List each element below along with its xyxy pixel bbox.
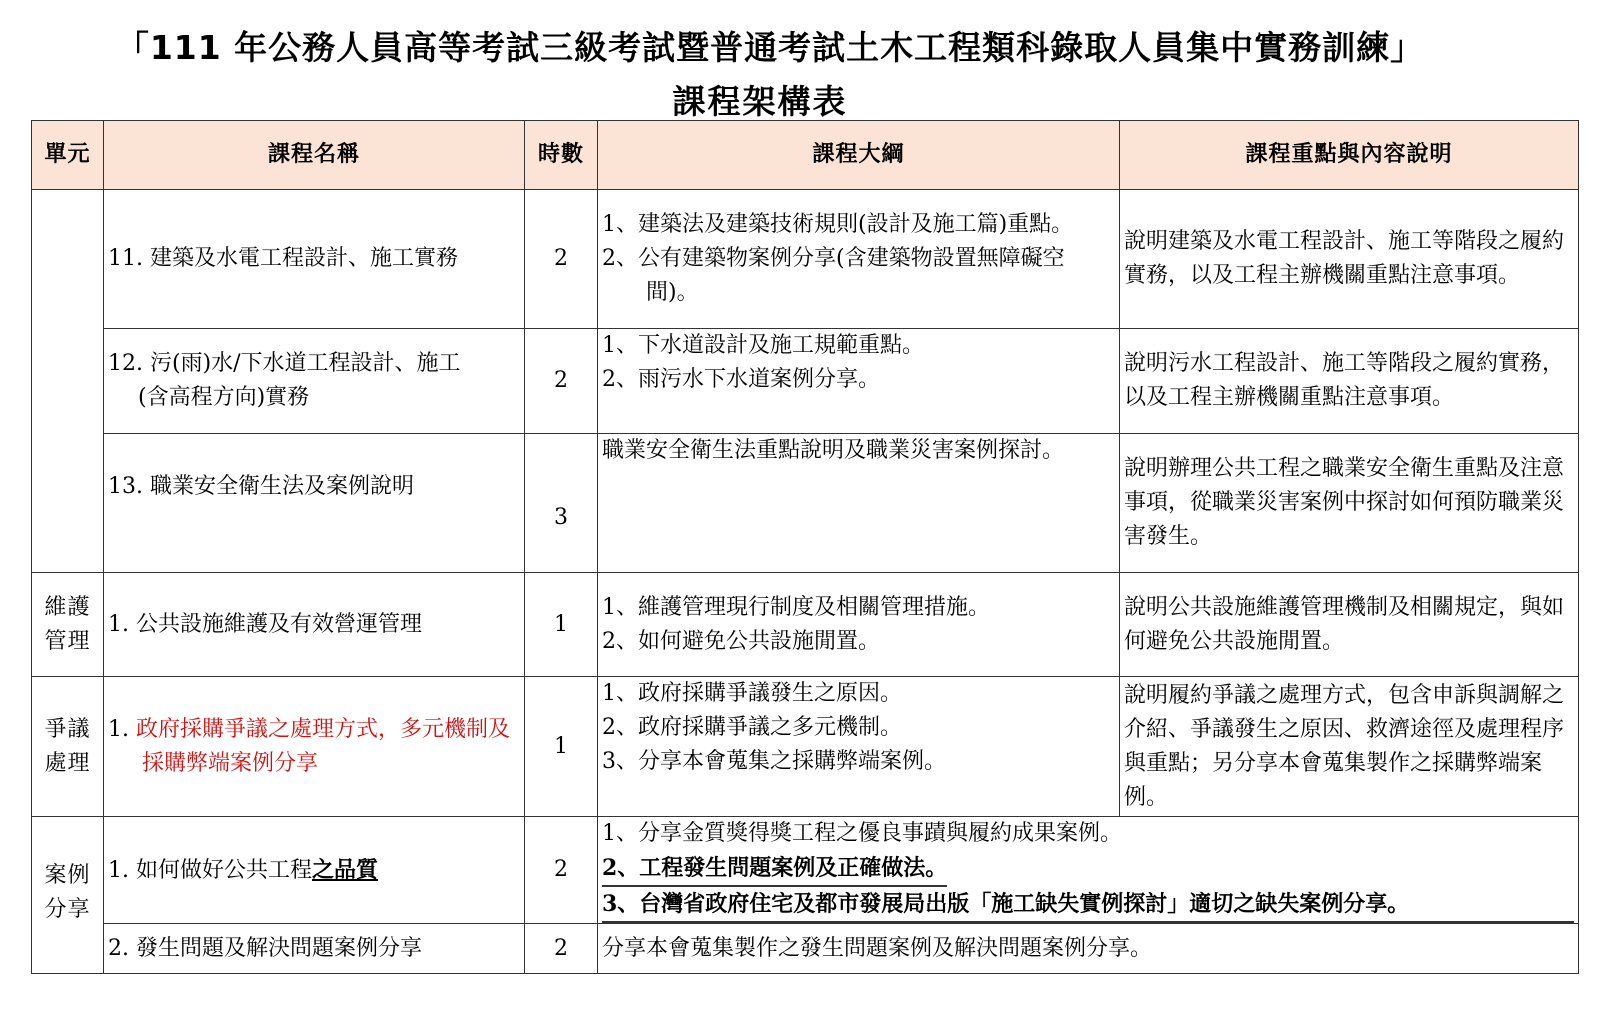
header-unit: 單元 <box>32 121 104 190</box>
course-name-line: (含高程方向)實務 <box>138 385 310 410</box>
course-name: 11. 建築及水電工程設計、施工實務 <box>104 190 525 329</box>
course-hours: 2 <box>525 190 598 329</box>
table-row <box>32 573 1579 677</box>
course-name-number: 1. <box>108 716 129 742</box>
course-outline: 分享本會蒐集製作之發生問題案例及解決問題案例分享。 <box>598 924 1579 974</box>
outline-item: 2、政府採購爭議之多元機制。 <box>602 715 902 740</box>
course-name: 1. 公共設施維護及有效營運管理 <box>104 573 525 677</box>
course-outline <box>598 329 1120 434</box>
course-desc: 說明辦理公共工程之職業安全衛生重點及注意事項，從職業災害案例中探討如何預防職業災害發生。 <box>1120 434 1579 573</box>
table-row <box>32 924 1579 974</box>
course-outline <box>598 677 1120 817</box>
document-title: 「111 年公務人員高等考試三級考試暨普通考試土木工程類科錄取人員集中實務訓練」 <box>115 28 1425 67</box>
header-desc: 課程重點與內容說明 <box>1120 121 1579 190</box>
table-row <box>32 434 1579 573</box>
course-name-line: 12. 污(雨)水/下水道工程設計、施工 <box>108 351 461 376</box>
course-hours: 3 <box>525 434 598 573</box>
course-name <box>104 329 525 434</box>
table-row <box>32 817 1579 924</box>
course-outline <box>598 817 1579 924</box>
unit-cell: 爭議處理 <box>32 677 104 817</box>
unit-cell: 案例分享 <box>32 817 104 974</box>
table-row <box>32 677 1579 817</box>
unit-cell-blank <box>32 190 104 573</box>
outline-item: 2、如何避免公共設施閒置。 <box>602 628 880 654</box>
course-table <box>31 120 1579 974</box>
outline-item: 2、雨污水下水道案例分享。 <box>602 367 880 392</box>
header-name: 課程名稱 <box>104 121 525 190</box>
course-hours: 2 <box>525 329 598 434</box>
outline-item: 1、維護管理現行制度及相關管理措施。 <box>602 594 990 620</box>
outline-item: 1、建築法及建築技術規則(設計及施工篇)重點。 <box>602 212 1074 237</box>
course-outline <box>598 573 1120 677</box>
course-name-text: 1. 如何做好公共工程 <box>108 857 312 883</box>
course-hours: 2 <box>525 924 598 974</box>
course-desc: 說明建築及水電工程設計、施工等階段之履約實務，以及工程主辦機關重點注意事項。 <box>1120 190 1579 329</box>
outline-item: 3、分享本會蒐集之採購弊端案例。 <box>602 749 946 774</box>
course-name-highlight: 政府採購爭議之處理方式，多元機制及採購弊端案例分享 <box>136 716 511 776</box>
course-hours: 2 <box>525 817 598 924</box>
document-subtitle: 課程架構表 <box>672 82 848 121</box>
header-hours: 時數 <box>525 121 598 190</box>
outline-item: 1、下水道設計及施工規範重點。 <box>602 333 924 358</box>
outline-item: 1、政府採購爭議發生之原因。 <box>602 681 902 706</box>
unit-cell: 維護管理 <box>32 573 104 677</box>
outline-item: 2、工程發生問題案例及正確做法。 <box>602 851 947 887</box>
table-row <box>32 190 1579 329</box>
course-name <box>104 677 525 817</box>
course-hours: 1 <box>525 677 598 817</box>
course-desc: 說明污水工程設計、施工等階段之履約實務，以及工程主辦機關重點注意事項。 <box>1120 329 1579 434</box>
outline-item: 3、台灣省政府住宅及都市發展局出版「施工缺失實例探討」適切之缺失案例分享。 <box>602 887 1574 923</box>
course-desc: 說明履約爭議之處理方式，包含申訴與調解之介紹、爭議發生之原因、救濟途徑及處理程序與重點；另分享本會蒐集製作之採購弊端案例。 <box>1120 677 1579 817</box>
course-hours: 1 <box>525 573 598 677</box>
course-name: 2. 發生問題及解決問題案例分享 <box>104 924 525 974</box>
course-name-emphasis: 之品質 <box>311 856 378 883</box>
course-name <box>104 817 525 924</box>
outline-item: 2、公有建築物案例分享(含建築物設置無障礙空間)。 <box>602 246 1065 305</box>
course-desc: 說明公共設施維護管理機制及相關規定，與如何避免公共設施閒置。 <box>1120 573 1579 677</box>
outline-item: 1、分享金質獎得獎工程之優良事蹟與履約成果案例。 <box>602 821 1122 846</box>
table-row <box>32 329 1579 434</box>
course-outline <box>598 190 1120 329</box>
header-row <box>32 121 1579 190</box>
header-outline: 課程大綱 <box>598 121 1120 190</box>
course-outline: 職業安全衛生法重點說明及職業災害案例探討。 <box>598 434 1120 573</box>
course-name: 13. 職業安全衛生法及案例說明 <box>104 434 525 573</box>
